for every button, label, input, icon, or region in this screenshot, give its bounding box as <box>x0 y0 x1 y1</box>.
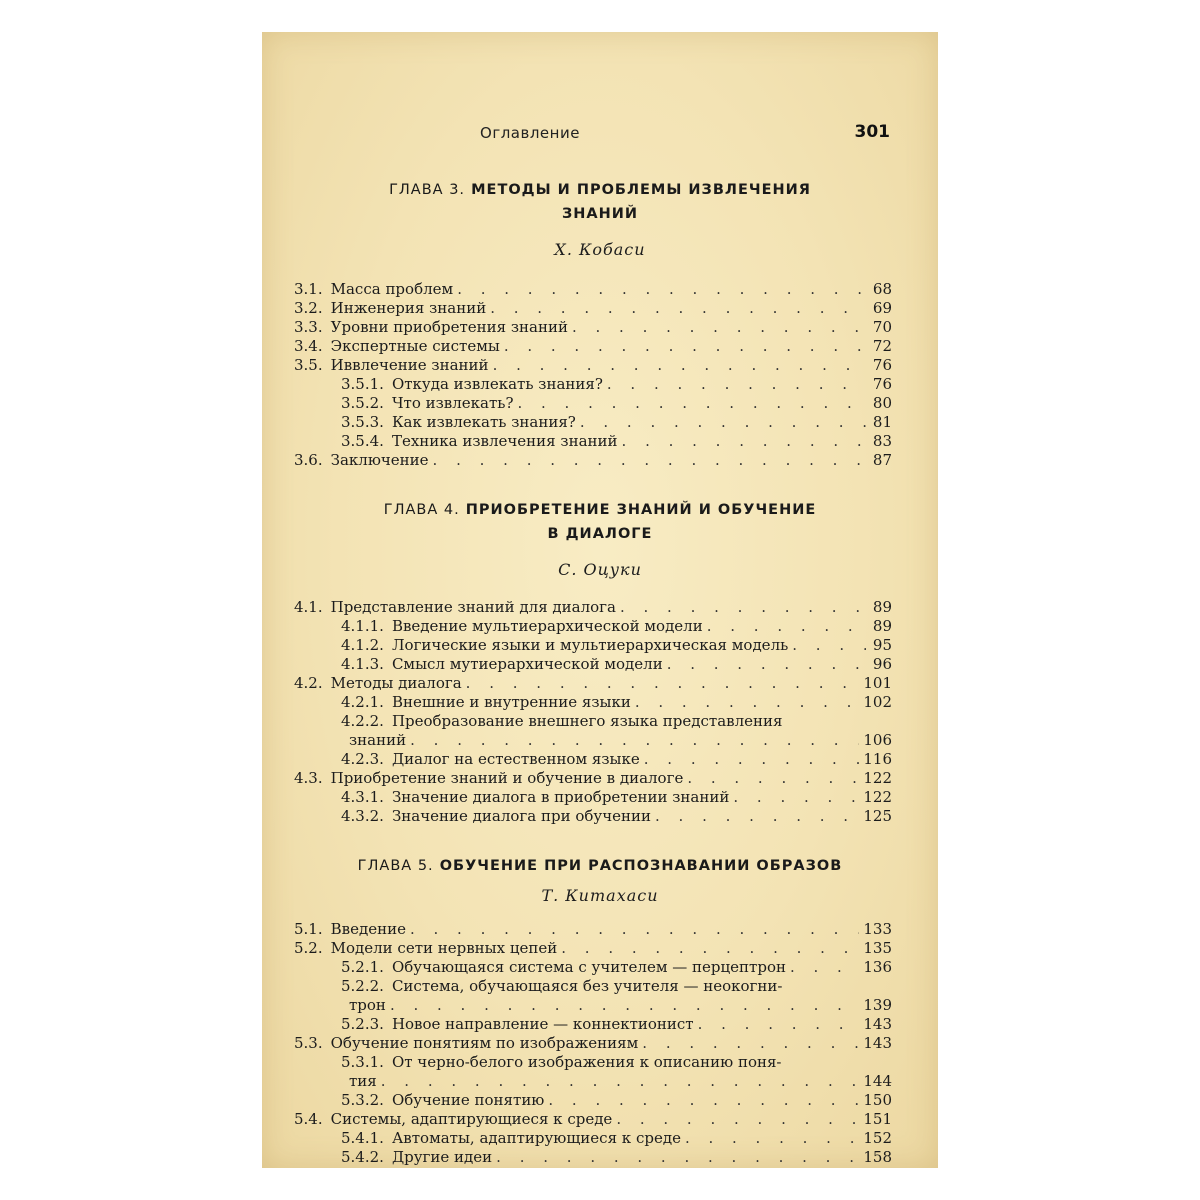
toc-entry-title: Откуда извлекать знания? <box>391 375 603 393</box>
toc-entry <box>294 356 892 375</box>
toc-entry-number: 3.4. <box>294 337 323 355</box>
toc-entry <box>294 788 892 807</box>
toc-entry-number: 5.2.2. <box>341 977 384 995</box>
toc-entry-page: 80 <box>872 394 892 412</box>
toc-entry-title: тия <box>349 1072 377 1090</box>
toc-entry <box>294 1148 892 1167</box>
toc-entry-page: 136 <box>863 958 892 976</box>
toc-entry-title: Приобретение знаний и обучение в диалоге <box>330 769 684 787</box>
toc-entry-number: 3.5.3. <box>341 413 384 431</box>
toc-leader-dots <box>548 1091 859 1110</box>
toc-entry <box>294 920 892 939</box>
toc-entry-number: 3.5.4. <box>341 432 384 450</box>
chapter3-title-line1: МЕТОДЫ И ПРОБЛЕМЫ ИЗВЛЕЧЕНИЯ <box>471 182 811 198</box>
toc-entry-title: Смысл мутиерархической модели <box>391 655 663 673</box>
toc-entry-title: Значение диалога в приобретении знаний <box>391 788 730 806</box>
toc-entry-number: 5.4. <box>294 1110 323 1128</box>
toc-entry-number: 3.5.1. <box>341 375 384 393</box>
toc-entry-title: Новое направление — коннектионист <box>391 1015 694 1033</box>
toc-leader-dots <box>504 337 866 356</box>
toc-leader-dots <box>698 1015 860 1034</box>
toc-leader-dots <box>635 693 860 712</box>
toc-leader-dots <box>493 356 866 375</box>
toc-entry-number: 3.2. <box>294 299 323 317</box>
book-page <box>262 32 938 1168</box>
toc-entry <box>294 636 892 655</box>
toc-leader-dots <box>667 655 866 674</box>
toc-entry-number: 4.2. <box>294 674 323 692</box>
chapter4-title-line2: В ДИАЛОГЕ <box>547 526 653 542</box>
toc-entry-title: Обучение понятию <box>391 1091 545 1109</box>
toc-leader-dots <box>620 598 866 617</box>
toc-leader-dots <box>561 939 859 958</box>
toc-leader-dots <box>792 636 866 655</box>
toc-entry-number: 3.3. <box>294 318 323 336</box>
toc-leader-dots <box>466 674 860 693</box>
chapter5-entries <box>294 920 892 1167</box>
toc-entry-title: Инженерия знаний <box>330 299 487 317</box>
toc-leader-dots <box>622 432 866 451</box>
toc-entry <box>294 1034 892 1053</box>
toc-leader-dots <box>790 958 859 977</box>
toc-entry-page: 76 <box>872 375 892 393</box>
chapter5-heading <box>262 854 938 878</box>
chapter3-title-line2: ЗНАНИЙ <box>561 206 639 222</box>
toc-entry <box>294 731 892 750</box>
toc-entry-title: Преобразование внешнего языка представления <box>391 712 783 730</box>
toc-entry-page: 70 <box>872 318 892 336</box>
chapter4-heading <box>262 498 938 546</box>
toc-leader-dots <box>496 1148 859 1167</box>
toc-entry-title: Обучающаяся система с учителем — перцептрон <box>391 958 786 976</box>
toc-entry-number: 4.1.2. <box>341 636 384 654</box>
toc-entry-title: трон <box>349 996 386 1014</box>
toc-entry-number: 5.4.2. <box>341 1148 384 1166</box>
toc-entry-title: Введение мультиерархической модели <box>391 617 703 635</box>
toc-leader-dots <box>580 413 866 432</box>
chapter5-author: Т. Китахаси <box>541 886 659 905</box>
toc-entry <box>294 1091 892 1110</box>
toc-leader-dots <box>642 1034 859 1053</box>
toc-entry-title: Заключение <box>330 451 429 469</box>
toc-entry-number: 5.3.2. <box>341 1091 384 1109</box>
toc-entry-title: Иввлечение знаний <box>330 356 489 374</box>
toc-leader-dots <box>517 394 866 413</box>
toc-entry-page: 139 <box>863 996 892 1014</box>
toc-entry-page: 101 <box>863 674 892 692</box>
chapter4-entries <box>294 598 892 826</box>
page-number: 301 <box>854 122 890 142</box>
toc-entry-number: 5.2. <box>294 939 323 957</box>
toc-entry-number: 5.3. <box>294 1034 323 1052</box>
toc-entry-title: Система, обучающаяся без учителя — неокогни- <box>391 977 783 995</box>
toc-entry-page: 69 <box>872 299 892 317</box>
toc-entry-title: Автоматы, адаптирующиеся к среде <box>391 1129 681 1147</box>
toc-entry <box>294 337 892 356</box>
toc-entry-title: Системы, адаптирующиеся к среде <box>330 1110 613 1128</box>
toc-entry-number: 5.4.1. <box>341 1129 384 1147</box>
toc-leader-dots <box>707 617 866 636</box>
toc-entry-title: Внешние и внутренние языки <box>391 693 631 711</box>
toc-entry-number: 5.1. <box>294 920 323 938</box>
toc-entry-page: 81 <box>872 413 892 431</box>
toc-entry-page: 83 <box>872 432 892 450</box>
toc-entry-number: 3.1. <box>294 280 323 298</box>
toc-entry-title: Диалог на естественном языке <box>391 750 640 768</box>
toc-entry-number: 4.1.3. <box>341 655 384 673</box>
toc-leader-dots <box>433 451 866 470</box>
toc-entry-title: Что извлекать? <box>391 394 514 412</box>
toc-entry-title: Методы диалога <box>330 674 462 692</box>
toc-leader-dots <box>381 1072 860 1091</box>
toc-leader-dots <box>687 769 859 788</box>
chapter4-title-line1: ПРИОБРЕТЕНИЕ ЗНАНИЙ И ОБУЧЕНИЕ <box>465 502 817 518</box>
toc-entry-page: 151 <box>863 1110 892 1128</box>
toc-entry-title: Масса проблем <box>330 280 454 298</box>
toc-leader-dots <box>655 807 859 826</box>
toc-entry <box>294 655 892 674</box>
toc-entry <box>294 1015 892 1034</box>
toc-entry <box>294 958 892 977</box>
toc-entry-number: 4.3.2. <box>341 807 384 825</box>
toc-entry <box>294 769 892 788</box>
toc-entry-number: 3.5. <box>294 356 323 374</box>
toc-leader-dots <box>390 996 859 1015</box>
toc-entry-title: Техника извлечения знаний <box>391 432 618 450</box>
toc-entry-page: 144 <box>863 1072 892 1090</box>
toc-entry <box>294 318 892 337</box>
toc-entry-page: 125 <box>863 807 892 825</box>
toc-entry-page: 87 <box>872 451 892 469</box>
toc-entry-title: Значение диалога при обучении <box>391 807 652 825</box>
toc-entry <box>294 617 892 636</box>
toc-entry <box>294 1129 892 1148</box>
toc-entry-title: Логические языки и мультиерархическая модель <box>391 636 789 654</box>
toc-entry <box>294 413 892 432</box>
chapter4-label: ГЛАВА 4. <box>383 502 460 518</box>
toc-entry <box>294 432 892 451</box>
toc-entry-title: Модели сети нервных цепей <box>330 939 558 957</box>
toc-leader-dots <box>607 375 866 394</box>
toc-entry-number: 4.1.1. <box>341 617 384 635</box>
toc-entry-page: 143 <box>863 1034 892 1052</box>
toc-entry <box>294 750 892 769</box>
toc-entry-title: От черно-белого изображения к описанию поня- <box>391 1053 782 1071</box>
toc-entry-title: Другие идеи <box>391 1148 493 1166</box>
toc-leader-dots <box>490 299 866 318</box>
toc-entry-page: 122 <box>863 788 892 806</box>
toc-entry <box>294 1110 892 1129</box>
toc-entry-title: Введение <box>330 920 406 938</box>
toc-entry-title: знаний <box>349 731 407 749</box>
toc-entry-title: Представление знаний для диалога <box>330 598 616 616</box>
toc-entry-number: 5.2.1. <box>341 958 384 976</box>
toc-entry-page: 133 <box>863 920 892 938</box>
running-header: Оглавление <box>480 124 580 142</box>
toc-entry <box>294 375 892 394</box>
toc-entry-number: 4.2.2. <box>341 712 384 730</box>
toc-entry-number: 3.6. <box>294 451 323 469</box>
toc-entry <box>294 394 892 413</box>
toc-entry-page: 102 <box>863 693 892 711</box>
toc-entry <box>294 1072 892 1091</box>
toc-entry-title: Экспертные системы <box>330 337 500 355</box>
toc-entry <box>294 451 892 470</box>
toc-entry-title: Уровни приобретения знаний <box>330 318 568 336</box>
toc-leader-dots <box>457 280 866 299</box>
toc-entry <box>294 1053 892 1072</box>
toc-entry <box>294 712 892 731</box>
toc-entry <box>294 280 892 299</box>
toc-entry-page: 76 <box>872 356 892 374</box>
toc-entry <box>294 299 892 318</box>
toc-entry-number: 4.1. <box>294 598 323 616</box>
toc-entry-title: Как извлекать знания? <box>391 413 576 431</box>
toc-entry <box>294 598 892 617</box>
toc-entry-number: 4.2.3. <box>341 750 384 768</box>
toc-entry-page: 116 <box>863 750 892 768</box>
toc-entry-page: 95 <box>872 636 892 654</box>
chapter4-author: С. Оцуки <box>558 560 642 579</box>
toc-entry-page: 135 <box>863 939 892 957</box>
toc-leader-dots <box>685 1129 859 1148</box>
chapter3-author: Х. Кобаси <box>554 240 646 259</box>
toc-entry <box>294 693 892 712</box>
toc-entry-page: 89 <box>872 617 892 635</box>
chapter5-title-line1: ОБУЧЕНИЕ ПРИ РАСПОЗНАВАНИИ ОБРАЗОВ <box>439 858 843 874</box>
toc-entry <box>294 807 892 826</box>
toc-entry-page: 150 <box>863 1091 892 1109</box>
toc-entry-page: 158 <box>863 1148 892 1166</box>
toc-entry-page: 143 <box>863 1015 892 1033</box>
chapter3-heading <box>262 178 938 226</box>
toc-entry-title: Обучение понятиям по изображениям <box>330 1034 639 1052</box>
toc-leader-dots <box>410 920 859 939</box>
toc-entry-page: 68 <box>872 280 892 298</box>
toc-entry-number: 4.3.1. <box>341 788 384 806</box>
toc-entry-page: 96 <box>872 655 892 673</box>
toc-entry <box>294 939 892 958</box>
toc-entry <box>294 996 892 1015</box>
toc-leader-dots <box>572 318 866 337</box>
toc-entry-number: 4.3. <box>294 769 323 787</box>
toc-entry-page: 89 <box>872 598 892 616</box>
chapter3-label: ГЛАВА 3. <box>389 182 466 198</box>
toc-entry-page: 72 <box>872 337 892 355</box>
toc-entry-page: 106 <box>863 731 892 749</box>
toc-leader-dots <box>410 731 859 750</box>
toc-entry-page: 122 <box>863 769 892 787</box>
toc-leader-dots <box>733 788 859 807</box>
toc-entry-number: 3.5.2. <box>341 394 384 412</box>
toc-entry-number: 5.2.3. <box>341 1015 384 1033</box>
toc-leader-dots <box>616 1110 859 1129</box>
toc-leader-dots <box>644 750 860 769</box>
chapter3-entries <box>294 280 892 470</box>
toc-entry-number: 4.2.1. <box>341 693 384 711</box>
toc-entry-page: 152 <box>863 1129 892 1147</box>
toc-entry-number: 5.3.1. <box>341 1053 384 1071</box>
toc-entry <box>294 977 892 996</box>
toc-entry <box>294 674 892 693</box>
chapter5-label: ГЛАВА 5. <box>357 858 434 874</box>
